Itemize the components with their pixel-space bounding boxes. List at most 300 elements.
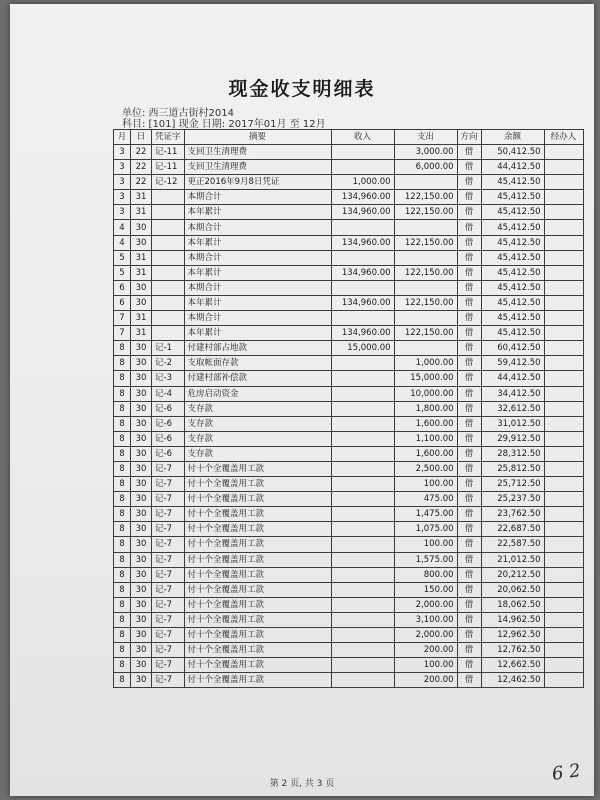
cell-handler	[544, 612, 583, 627]
cell-direction: 借	[457, 628, 481, 643]
cell-day: 31	[131, 250, 152, 265]
header-month: 月	[114, 130, 131, 145]
cell-summary: 本期合计	[184, 190, 331, 205]
cell-summary: 支回卫生清理费	[184, 145, 331, 160]
cell-handler	[544, 628, 583, 643]
cell-voucher: 记-7	[152, 597, 185, 612]
table-header-row	[114, 130, 584, 145]
cell-balance: 45,412.50	[481, 265, 544, 280]
cell-direction: 借	[457, 265, 481, 280]
cell-expense	[394, 175, 457, 190]
cell-summary: 付十个全覆盖用工款	[184, 658, 331, 673]
cell-direction: 借	[457, 522, 481, 537]
table-row	[114, 265, 584, 280]
cell-income: 134,960.00	[331, 235, 394, 250]
cell-balance: 32,612.50	[481, 401, 544, 416]
cell-direction: 借	[457, 492, 481, 507]
cell-voucher: 记-7	[152, 582, 185, 597]
cell-voucher: 记-6	[152, 431, 185, 446]
cell-voucher	[152, 311, 185, 326]
cell-income	[331, 597, 394, 612]
cell-direction: 借	[457, 416, 481, 431]
cell-income	[331, 446, 394, 461]
cell-income	[331, 643, 394, 658]
table-row	[114, 492, 584, 507]
cell-direction: 借	[457, 567, 481, 582]
cell-balance: 45,412.50	[481, 205, 544, 220]
cell-month: 8	[114, 341, 131, 356]
cell-summary: 更正2016年9月8日凭证	[184, 175, 331, 190]
cell-voucher: 记-7	[152, 673, 185, 688]
cell-balance: 28,312.50	[481, 446, 544, 461]
cell-income	[331, 311, 394, 326]
table-row	[114, 643, 584, 658]
cell-voucher	[152, 265, 185, 280]
cell-income	[331, 582, 394, 597]
table-row	[114, 235, 584, 250]
table-row	[114, 371, 584, 386]
cell-month: 8	[114, 386, 131, 401]
table-row	[114, 205, 584, 220]
cell-balance: 45,412.50	[481, 326, 544, 341]
table-row	[114, 280, 584, 295]
cell-month: 3	[114, 145, 131, 160]
cell-direction: 借	[457, 401, 481, 416]
cell-voucher	[152, 205, 185, 220]
cell-day: 30	[131, 341, 152, 356]
cell-expense: 122,150.00	[394, 295, 457, 310]
cell-summary: 本年累计	[184, 235, 331, 250]
cell-day: 30	[131, 643, 152, 658]
cell-summary: 付十个全覆盖用工款	[184, 492, 331, 507]
cell-voucher: 记-11	[152, 145, 185, 160]
cell-summary: 付十个全覆盖用工款	[184, 507, 331, 522]
table-row	[114, 552, 584, 567]
table-row	[114, 295, 584, 310]
cell-expense: 10,000.00	[394, 386, 457, 401]
cell-balance: 50,412.50	[481, 145, 544, 160]
cell-income	[331, 461, 394, 476]
cell-handler	[544, 280, 583, 295]
cell-balance: 12,762.50	[481, 643, 544, 658]
cell-month: 3	[114, 190, 131, 205]
cell-voucher: 记-7	[152, 567, 185, 582]
cell-balance: 59,412.50	[481, 356, 544, 371]
cell-income	[331, 250, 394, 265]
cell-month: 8	[114, 416, 131, 431]
cell-day: 30	[131, 431, 152, 446]
cell-month: 5	[114, 250, 131, 265]
cell-voucher: 记-1	[152, 341, 185, 356]
cell-summary: 本年累计	[184, 265, 331, 280]
cell-voucher: 记-7	[152, 492, 185, 507]
cell-income	[331, 658, 394, 673]
cell-balance: 45,412.50	[481, 250, 544, 265]
cell-handler	[544, 386, 583, 401]
cell-balance: 45,412.50	[481, 175, 544, 190]
cell-expense: 15,000.00	[394, 371, 457, 386]
cell-summary: 支回卫生清理费	[184, 160, 331, 175]
cell-income: 134,960.00	[331, 265, 394, 280]
cell-direction: 借	[457, 160, 481, 175]
cell-day: 30	[131, 673, 152, 688]
table-row	[114, 175, 584, 190]
cell-expense: 1,000.00	[394, 356, 457, 371]
cell-summary: 付十个全覆盖用工款	[184, 537, 331, 552]
cell-month: 8	[114, 446, 131, 461]
table-row	[114, 356, 584, 371]
cell-month: 8	[114, 356, 131, 371]
table-row	[114, 567, 584, 582]
cell-summary: 本期合计	[184, 220, 331, 235]
cell-direction: 借	[457, 673, 481, 688]
cell-income	[331, 145, 394, 160]
cell-handler	[544, 401, 583, 416]
cell-balance: 22,687.50	[481, 522, 544, 537]
cell-expense: 122,150.00	[394, 235, 457, 250]
cell-expense: 122,150.00	[394, 326, 457, 341]
cell-expense: 3,100.00	[394, 612, 457, 627]
cell-balance: 45,412.50	[481, 280, 544, 295]
cell-direction: 借	[457, 597, 481, 612]
cell-day: 30	[131, 492, 152, 507]
table-row	[114, 401, 584, 416]
cell-balance: 25,712.50	[481, 477, 544, 492]
cell-summary: 本期合计	[184, 311, 331, 326]
cell-day: 31	[131, 265, 152, 280]
cell-handler	[544, 341, 583, 356]
cell-handler	[544, 673, 583, 688]
cell-balance: 22,587.50	[481, 537, 544, 552]
cell-summary: 付十个全覆盖用工款	[184, 582, 331, 597]
cell-expense: 100.00	[394, 537, 457, 552]
cell-balance: 45,412.50	[481, 220, 544, 235]
cell-expense: 1,100.00	[394, 431, 457, 446]
header-voucher: 凭证字	[152, 130, 185, 145]
cell-balance: 25,237.50	[481, 492, 544, 507]
cell-month: 3	[114, 175, 131, 190]
cell-handler	[544, 145, 583, 160]
cell-month: 8	[114, 537, 131, 552]
cell-expense: 475.00	[394, 492, 457, 507]
cell-month: 8	[114, 658, 131, 673]
cell-voucher: 记-2	[152, 356, 185, 371]
cell-day: 30	[131, 628, 152, 643]
cell-expense: 122,150.00	[394, 265, 457, 280]
table-row	[114, 582, 584, 597]
cell-month: 3	[114, 205, 131, 220]
cell-month: 8	[114, 507, 131, 522]
cell-day: 30	[131, 658, 152, 673]
cell-voucher: 记-4	[152, 386, 185, 401]
cell-direction: 借	[457, 311, 481, 326]
cell-direction: 借	[457, 341, 481, 356]
table-row	[114, 326, 584, 341]
cell-expense	[394, 280, 457, 295]
cell-month: 8	[114, 492, 131, 507]
cell-direction: 借	[457, 477, 481, 492]
cell-summary: 付十个全覆盖用工款	[184, 643, 331, 658]
table-row	[114, 658, 584, 673]
cell-expense: 200.00	[394, 643, 457, 658]
cell-voucher	[152, 190, 185, 205]
cell-summary: 本期合计	[184, 280, 331, 295]
cell-direction: 借	[457, 552, 481, 567]
cell-voucher: 记-7	[152, 612, 185, 627]
cell-balance: 21,012.50	[481, 552, 544, 567]
cell-month: 8	[114, 597, 131, 612]
cell-month: 8	[114, 567, 131, 582]
cell-balance: 45,412.50	[481, 295, 544, 310]
table-row	[114, 386, 584, 401]
cell-expense: 1,575.00	[394, 552, 457, 567]
cell-expense: 800.00	[394, 567, 457, 582]
table-row	[114, 537, 584, 552]
cell-expense: 2,500.00	[394, 461, 457, 476]
cell-direction: 借	[457, 190, 481, 205]
cell-day: 30	[131, 401, 152, 416]
cell-day: 30	[131, 582, 152, 597]
cell-summary: 支存款	[184, 416, 331, 431]
cell-expense: 122,150.00	[394, 190, 457, 205]
cell-voucher: 记-7	[152, 552, 185, 567]
cell-income: 134,960.00	[331, 295, 394, 310]
cell-handler	[544, 552, 583, 567]
table-row	[114, 597, 584, 612]
cell-day: 30	[131, 280, 152, 295]
cell-direction: 借	[457, 280, 481, 295]
cell-handler	[544, 356, 583, 371]
cell-month: 8	[114, 401, 131, 416]
cell-day: 30	[131, 235, 152, 250]
cell-voucher	[152, 250, 185, 265]
cell-income	[331, 507, 394, 522]
cell-handler	[544, 446, 583, 461]
cell-month: 8	[114, 552, 131, 567]
cell-handler	[544, 326, 583, 341]
header-summary: 摘要	[184, 130, 331, 145]
table-row	[114, 250, 584, 265]
cell-handler	[544, 416, 583, 431]
cell-direction: 借	[457, 175, 481, 190]
cell-month: 8	[114, 612, 131, 627]
cell-income	[331, 492, 394, 507]
cell-day: 30	[131, 567, 152, 582]
cell-expense	[394, 311, 457, 326]
table-row	[114, 446, 584, 461]
cell-month: 6	[114, 280, 131, 295]
ledger-body	[114, 145, 584, 688]
cell-direction: 借	[457, 446, 481, 461]
cell-summary: 付十个全覆盖用工款	[184, 522, 331, 537]
cell-voucher	[152, 280, 185, 295]
cell-month: 7	[114, 326, 131, 341]
cell-voucher: 记-6	[152, 446, 185, 461]
table-row	[114, 220, 584, 235]
cell-balance: 12,462.50	[481, 673, 544, 688]
table-row	[114, 431, 584, 446]
cell-balance: 14,962.50	[481, 612, 544, 627]
cell-direction: 借	[457, 537, 481, 552]
cell-handler	[544, 522, 583, 537]
cell-summary: 付十个全覆盖用工款	[184, 612, 331, 627]
cell-expense	[394, 220, 457, 235]
cell-summary: 支存款	[184, 401, 331, 416]
cell-voucher: 记-6	[152, 416, 185, 431]
cell-direction: 借	[457, 145, 481, 160]
cell-balance: 31,012.50	[481, 416, 544, 431]
cell-summary: 支取帐面存款	[184, 356, 331, 371]
cell-summary: 付十个全覆盖用工款	[184, 477, 331, 492]
cell-day: 22	[131, 145, 152, 160]
cell-summary: 危房启动资金	[184, 386, 331, 401]
cell-balance: 45,412.50	[481, 190, 544, 205]
cell-direction: 借	[457, 326, 481, 341]
cell-expense	[394, 250, 457, 265]
cell-month: 8	[114, 673, 131, 688]
cell-expense: 1,800.00	[394, 401, 457, 416]
cell-expense: 2,000.00	[394, 628, 457, 643]
cell-balance: 60,412.50	[481, 341, 544, 356]
cell-day: 31	[131, 205, 152, 220]
cell-month: 4	[114, 220, 131, 235]
table-row	[114, 477, 584, 492]
cell-voucher: 记-7	[152, 643, 185, 658]
cell-expense: 2,000.00	[394, 597, 457, 612]
cell-handler	[544, 190, 583, 205]
page-title: 现金收支明细表	[228, 78, 376, 100]
cell-expense: 100.00	[394, 658, 457, 673]
cell-income: 15,000.00	[331, 341, 394, 356]
cell-handler	[544, 658, 583, 673]
cell-direction: 借	[457, 643, 481, 658]
cell-summary: 本期合计	[184, 250, 331, 265]
cell-direction: 借	[457, 220, 481, 235]
cell-direction: 借	[457, 658, 481, 673]
cell-balance: 23,762.50	[481, 507, 544, 522]
cell-handler	[544, 235, 583, 250]
cell-day: 30	[131, 537, 152, 552]
cell-month: 8	[114, 461, 131, 476]
cell-month: 8	[114, 371, 131, 386]
cell-day: 31	[131, 311, 152, 326]
cell-voucher: 记-7	[152, 477, 185, 492]
table-row	[114, 190, 584, 205]
cell-expense: 1,475.00	[394, 507, 457, 522]
cell-balance: 45,412.50	[481, 311, 544, 326]
cell-handler	[544, 537, 583, 552]
cell-month: 8	[114, 582, 131, 597]
cell-balance: 20,212.50	[481, 567, 544, 582]
cell-income: 134,960.00	[331, 190, 394, 205]
cell-expense: 1,075.00	[394, 522, 457, 537]
cell-summary: 本年累计	[184, 326, 331, 341]
cell-handler	[544, 295, 583, 310]
header-income: 收入	[331, 130, 394, 145]
cell-income	[331, 416, 394, 431]
cell-expense: 122,150.00	[394, 205, 457, 220]
cell-day: 31	[131, 326, 152, 341]
cell-handler	[544, 175, 583, 190]
cell-summary: 付十个全覆盖用工款	[184, 552, 331, 567]
cell-voucher: 记-7	[152, 628, 185, 643]
cell-summary: 付建村部占地款	[184, 341, 331, 356]
cell-voucher: 记-7	[152, 461, 185, 476]
cell-income	[331, 401, 394, 416]
cell-summary: 本年累计	[184, 205, 331, 220]
cell-day: 30	[131, 295, 152, 310]
cell-voucher: 记-6	[152, 401, 185, 416]
table-row	[114, 145, 584, 160]
cell-handler	[544, 567, 583, 582]
cell-balance: 44,412.50	[481, 371, 544, 386]
cell-voucher: 记-7	[152, 537, 185, 552]
cell-direction: 借	[457, 507, 481, 522]
cell-handler	[544, 371, 583, 386]
cell-direction: 借	[457, 371, 481, 386]
table-row	[114, 612, 584, 627]
cell-expense: 100.00	[394, 477, 457, 492]
cell-summary: 付十个全覆盖用工款	[184, 673, 331, 688]
cell-voucher: 记-7	[152, 658, 185, 673]
cell-day: 30	[131, 416, 152, 431]
cell-income	[331, 477, 394, 492]
cell-income	[331, 280, 394, 295]
cell-direction: 借	[457, 612, 481, 627]
cell-balance: 20,062.50	[481, 582, 544, 597]
cell-day: 30	[131, 446, 152, 461]
cell-day: 30	[131, 356, 152, 371]
table-row	[114, 628, 584, 643]
unit-line: 单位: 西三道古街村2014	[122, 108, 234, 119]
cell-income	[331, 356, 394, 371]
cell-expense: 200.00	[394, 673, 457, 688]
cell-income: 1,000.00	[331, 175, 394, 190]
cell-balance: 18,062.50	[481, 597, 544, 612]
cell-balance: 29,912.50	[481, 431, 544, 446]
cell-month: 8	[114, 628, 131, 643]
cell-income	[331, 522, 394, 537]
cell-summary: 付十个全覆盖用工款	[184, 461, 331, 476]
cell-income	[331, 537, 394, 552]
page-footer: 第 2 页, 共 3 页	[269, 779, 335, 789]
cell-day: 30	[131, 386, 152, 401]
cell-direction: 借	[457, 235, 481, 250]
cell-summary: 付十个全覆盖用工款	[184, 597, 331, 612]
cell-income: 134,960.00	[331, 326, 394, 341]
cell-income	[331, 673, 394, 688]
cell-handler	[544, 461, 583, 476]
cell-balance: 34,412.50	[481, 386, 544, 401]
cell-summary: 付建村部补偿款	[184, 371, 331, 386]
cell-income	[331, 552, 394, 567]
cell-summary: 付十个全覆盖用工款	[184, 567, 331, 582]
cell-balance: 45,412.50	[481, 235, 544, 250]
table-row	[114, 416, 584, 431]
cell-voucher	[152, 220, 185, 235]
cell-direction: 借	[457, 205, 481, 220]
handwritten-note: 6 2	[550, 760, 582, 785]
cell-voucher	[152, 295, 185, 310]
cell-balance: 44,412.50	[481, 160, 544, 175]
cell-day: 30	[131, 507, 152, 522]
table-row	[114, 311, 584, 326]
cell-income	[331, 612, 394, 627]
cell-day: 30	[131, 522, 152, 537]
cell-income	[331, 220, 394, 235]
cell-handler	[544, 492, 583, 507]
cell-day: 22	[131, 175, 152, 190]
